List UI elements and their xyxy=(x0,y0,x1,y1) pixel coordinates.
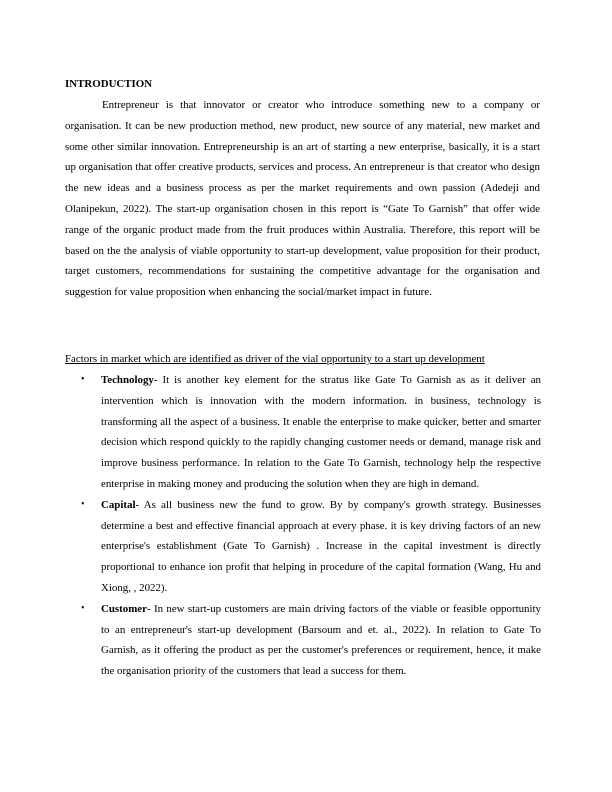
factor-text: - As all business new the fund to grow. By by company's growth strategy. Businesses determine a best and effective financial approach at every phase. it is key driving factors of an new enterprise's establishment (Gate To Garnish) . Increase in the capital investment is directly proportional to enhance ion profit that helping in procedure of the capital formation (Wang, Hu and Xiong, , 2022). xyxy=(101,498,541,594)
factor-item-customer xyxy=(81,599,541,682)
factors-heading: Factors in market which are identified as driver of the vial opportunity to a start up development xyxy=(65,353,485,365)
factor-text: - In new start-up customers are main driving factors of the viable or feasible opportunity to an entrepreneur's start-up development (Barsoum and et. al., 2022). In relation to Gate To Garnish, as it offering the product as per the customer's preferences or requirement, hence, it make the organisation priority of the customers that lead a success for them. xyxy=(101,602,541,678)
factor-item-technology xyxy=(81,370,541,495)
section-heading: INTRODUCTION xyxy=(65,78,153,90)
factor-term: Technology xyxy=(101,374,154,386)
intro-paragraph: Entrepreneur is that innovator or creator who introduce something new to a company or organisation. It can be new production method, new product, new source of any material, new market and some other similar innovation. Entrepreneurship is an art of starting a new enterprise, basically, it is a start up organisation that offer creative products, services and process. An entrepreneur is that creator who design the new ideas and a business process as per the market requirements and own passion (Adedeji and Olanipekun, 2022). The start-up organisation chosen in this report is “Gate To Garnish” that offer wide range of the organic product made from the fruit produces within Australia. Therefore, this report will be based on the the analysis of viable opportunity to start-up development, value proposition for their product, target customers, recommendations for sustaining the competitive advantage for the organisation and suggestion for value proposition when enhancing the social/market impact in future. xyxy=(65,99,540,299)
factor-term: Capital xyxy=(101,498,136,511)
factor-item-capital xyxy=(81,495,541,599)
bullet-icon: • xyxy=(81,498,85,510)
bullet-icon: • xyxy=(81,374,85,385)
bullet-icon: • xyxy=(81,602,85,614)
factor-text: - It is another key element for the stratus like Gate To Garnish as as it deliver an intervention which is innovation with the modern information. in business, technology is transforming all the aspect of a business. It enable the enterprise to make quicker, better and smarter decision which respond quickly to the rapidly changing customer needs or demand, manage risk and improve business performance. In relation to the Gate To Garnish, technology help the respective enterprise in making money and producing the solution when they are high in demand. xyxy=(101,374,541,490)
factor-term: Customer xyxy=(101,602,147,615)
factors-list xyxy=(81,370,541,682)
